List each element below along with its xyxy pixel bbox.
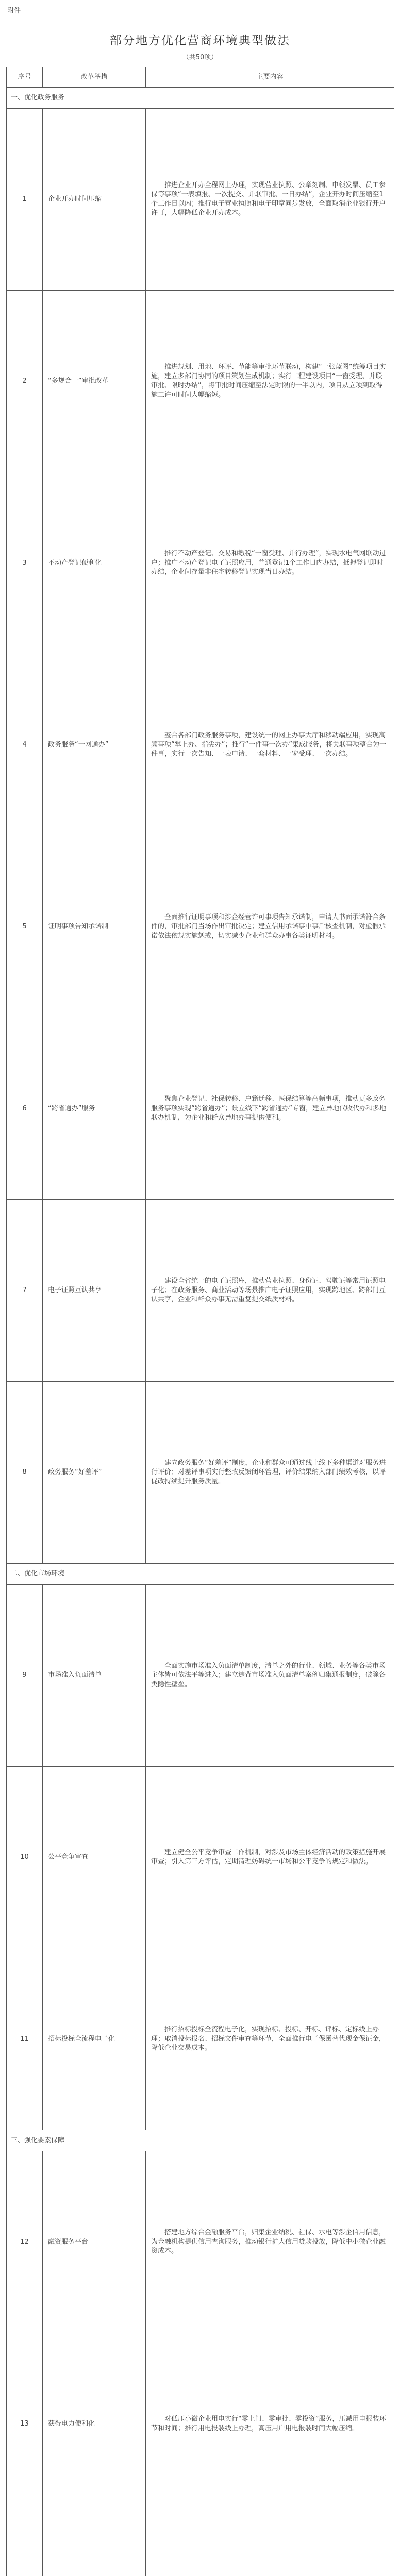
measure-description: 推行不动产登记、交易和缴税“一窗受理、并行办理”，实现水电气网联动过户；推广不动产登记电子证照应用，普通登记1个工作日内办结，抵押登记即时办结，企业间存量非住宅转移登记实现当日办结。 — [146, 472, 394, 654]
table-row — [7, 472, 394, 654]
measure-description: 全面实施市场准入负面清单制度，清单之外的行业、领域、业务等各类市场主体皆可依法平等进入；建立违背市场准入负面清单案例归集通报制度，破除各类隐性壁垒。 — [146, 1585, 394, 1767]
table-row — [7, 2333, 394, 2515]
measure-name: “多规合一”审批改革 — [43, 291, 146, 472]
section-row — [7, 1564, 394, 1585]
measure-name: 融资服务平台 — [43, 2151, 146, 2333]
measure-name: 招标投标全流程电子化 — [43, 1948, 146, 2130]
table-row — [7, 1767, 394, 1948]
row-number: 11 — [7, 1948, 43, 2130]
row-number: 3 — [7, 472, 43, 654]
measure-description: 推进规划、用地、环评、节能等审批环节联动，构建“一张蓝图”统筹项目实施，建立多部门协同的项目策划生成机制；实行工程建设项目“一窗受理、并联审批、限时办结”，将审批时间压缩至法定时限的一半以内，项目从立项到取得施工许可时间大幅缩短。 — [146, 291, 394, 472]
measure-name: 获得电力便利化 — [43, 2333, 146, 2515]
table-row — [7, 1585, 394, 1767]
measure-description: 建立政务服务“好差评”制度，企业和群众可通过线上线下多种渠道对服务进行评价；对差评事项实行整改反馈闭环管理，评价结果纳入部门绩效考核，以评促改持续提升服务质量。 — [146, 1382, 394, 1564]
measure-description: 建设全省统一的电子证照库，推动营业执照、身份证、驾驶证等常用证照电子化；在政务服务、商业活动等场景推广电子证照应用，实现跨地区、跨部门互认共享，企业和群众办事无需重复提交纸质材料。 — [146, 1200, 394, 1382]
measure-description: 对低压小微企业用电实行“零上门、零审批、零投资”服务，压减用电报装环节和时间；推行用电报装线上办理，高压用户用电报装时间大幅压缩。 — [146, 2333, 394, 2515]
row-number: 7 — [7, 1200, 43, 1382]
row-number — [7, 2515, 43, 2576]
section-heading-text: 三、强化要素保障 — [11, 2137, 65, 2144]
row-number: 10 — [7, 1767, 43, 1948]
section-row — [7, 88, 394, 109]
section-heading — [7, 2130, 394, 2151]
measure-description: 搭建地方综合金融服务平台，归集企业纳税、社保、水电等涉企信用信息，为金融机构提供信用查询服务，推动银行扩大信用贷款投放，降低中小微企业融资成本。 — [146, 2151, 394, 2333]
table-header-row — [7, 67, 394, 88]
document-title: 部分地方优化营商环境典型做法 — [110, 34, 290, 47]
measure-name: 企业开办时间压缩 — [43, 109, 146, 291]
table-body — [7, 88, 394, 2576]
table-row — [7, 1948, 394, 2130]
measure-description: 全面推行证明事项和涉企经营许可事项告知承诺制，申请人书面承诺符合条件的，审批部门当场作出审批决定；建立信用承诺事中事后核查机制，对虚假承诺依法依规实施惩戒，切实减少企业和群众办事各类证明材料。 — [146, 836, 394, 1018]
table-row — [7, 2151, 394, 2333]
measure-name: 政务服务“一网通办” — [43, 654, 146, 836]
column-header-content: 主要内容 — [146, 67, 394, 88]
attachment-label: 附件 — [7, 7, 21, 15]
table-row — [7, 836, 394, 1018]
measure-description — [146, 2515, 394, 2576]
measure-description: 整合各部门政务服务事项，建设统一的网上办事大厅和移动端应用，实现高频事项“掌上办、指尖办”；推行“一件事一次办”集成服务，将关联事项整合为一件事，实行一次告知、一表申请、一套材料、一窗受理、一次办结。 — [146, 654, 394, 836]
measure-description: 建立健全公平竞争审查工作机制，对涉及市场主体经济活动的政策措施开展审查；引入第三方评估，定期清理妨碍统一市场和公平竞争的规定和做法。 — [146, 1767, 394, 1948]
measure-name: 政务服务“好差评” — [43, 1382, 146, 1564]
table-row — [7, 1200, 394, 1382]
measure-name: 市场准入负面清单 — [43, 1585, 146, 1767]
measure-description: 推进企业开办全程网上办理，实现营业执照、公章刻制、申领发票、员工参保等事项“一表填报、一次提交、并联审批、一日办结”，企业开办时间压缩至1个工作日以内；推行电子营业执照和电子印章同步发放，全面取消企业银行开户许可，大幅降低企业开办成本。 — [146, 109, 394, 291]
row-number: 4 — [7, 654, 43, 836]
row-number: 8 — [7, 1382, 43, 1564]
row-number: 12 — [7, 2151, 43, 2333]
row-number: 5 — [7, 836, 43, 1018]
row-number: 6 — [7, 1018, 43, 1200]
section-row — [7, 2130, 394, 2151]
row-number: 9 — [7, 1585, 43, 1767]
column-header-no: 序号 — [7, 67, 43, 88]
table-row — [7, 291, 394, 472]
row-number: 1 — [7, 109, 43, 291]
measure-name: “跨省通办”服务 — [43, 1018, 146, 1200]
section-heading-text: 一、优化政务服务 — [11, 94, 65, 101]
measure-description: 聚焦企业登记、社保转移、户籍迁移、医保结算等高频事项，推动更多政务服务事项实现“跨省通办”；设立线下“跨省通办”专窗，建立异地代收代办和多地联办机制，为企业和群众异地办事提供便利。 — [146, 1018, 394, 1200]
measure-name — [43, 2515, 146, 2576]
table-row — [7, 654, 394, 836]
column-header-measure: 改革举措 — [43, 67, 146, 88]
section-heading-text: 二、优化市场环境 — [11, 1570, 65, 1578]
measures-table — [6, 67, 394, 2576]
document-subtitle: （共50项） — [182, 54, 218, 61]
measure-name: 不动产登记便利化 — [43, 472, 146, 654]
table-row — [7, 1018, 394, 1200]
table-row — [7, 109, 394, 291]
measure-name: 电子证照互认共享 — [43, 1200, 146, 1382]
section-heading — [7, 1564, 394, 1585]
row-number: 2 — [7, 291, 43, 472]
section-heading — [7, 88, 394, 109]
row-number: 13 — [7, 2333, 43, 2515]
table-row — [7, 2515, 394, 2576]
measure-name: 证明事项告知承诺制 — [43, 836, 146, 1018]
measure-description: 推行招标投标全流程电子化，实现招标、投标、开标、评标、定标线上办理；取消投标报名、招标文件审查等环节，全面推行电子保函替代现金保证金，降低企业交易成本。 — [146, 1948, 394, 2130]
table-row — [7, 1382, 394, 1564]
measure-name: 公平竞争审查 — [43, 1767, 146, 1948]
